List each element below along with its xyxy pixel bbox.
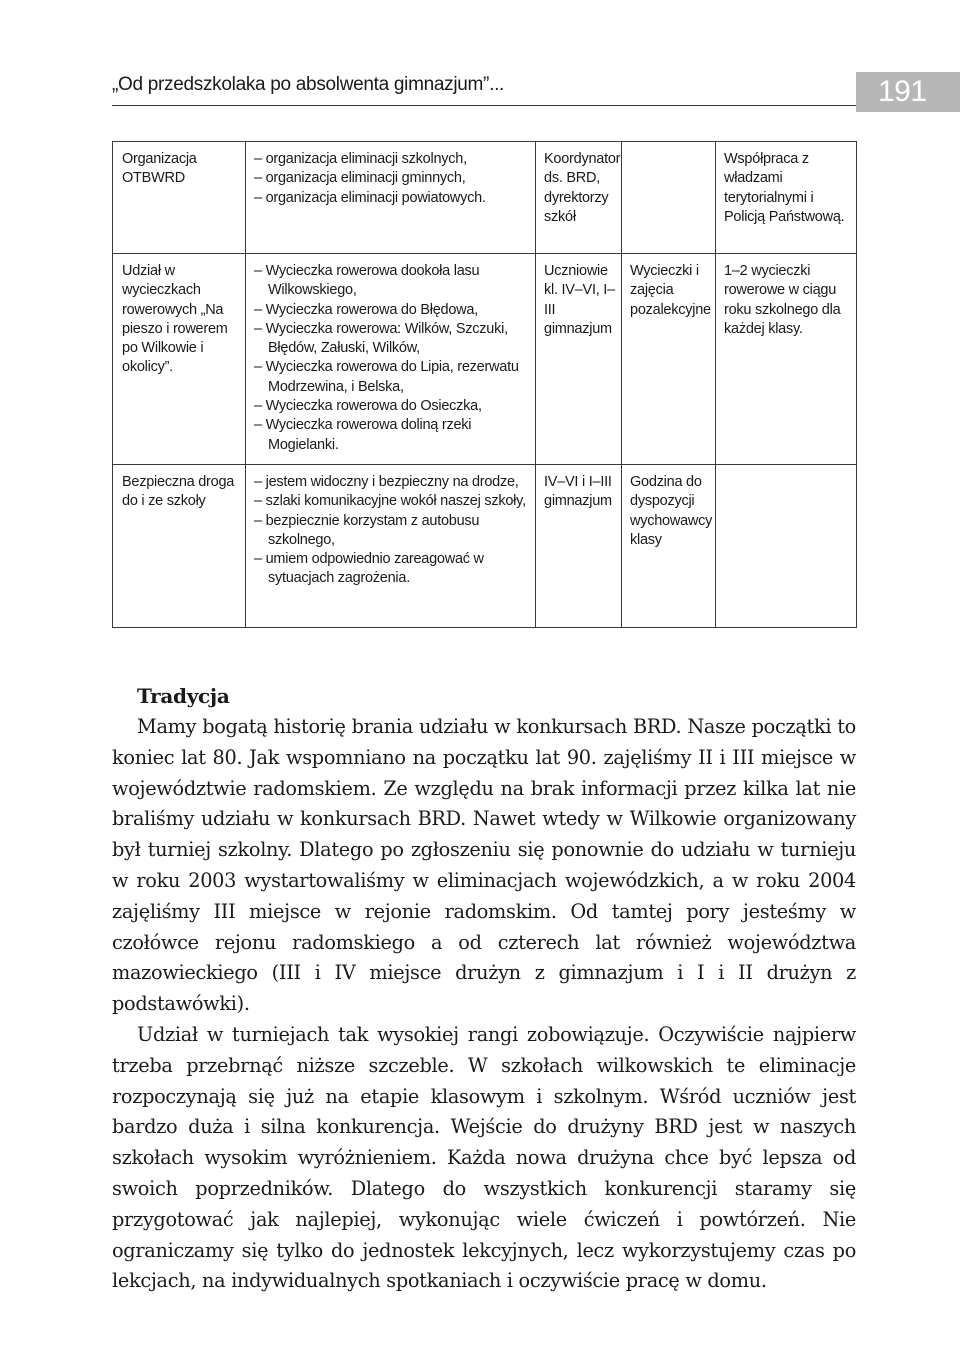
activity-name-cell: Organizacja OTBWRD bbox=[113, 142, 246, 254]
paragraph-1: Mamy bogatą historię brania udziału w konkursach BRD. Nasze początki to koniec lat 80. Jak wspomniano na początku lat 90. zajęliśmy II i III miejsce w województwie radomskiem. Ze względu na brak informacji przez kilka lat nie braliśmy udziału w konkursach BRD. Nawet wtedy w Wilkowie organizowany był turniej szkolny. Dlatego po zgłoszeniu się ponownie do udziału w turnieju w roku 2003 wystartowaliśmy w eliminacjach wojewódzkich, a w roku 2004 zajęliśmy III miejsce w rejonie radomskim. Od tamtej pory jesteśmy w czołówce rejonu radomskiego a od czterech lat również województwa mazowieckiego (III i IV miejsce drużyn z gimnazjum i I i II drużyn z podstawówki). bbox=[112, 715, 856, 1016]
responsible-cell: Koordynator ds. BRD, dyrektorzy szkół bbox=[536, 142, 622, 254]
notes-cell bbox=[716, 465, 857, 628]
table-row bbox=[113, 465, 857, 628]
task-item: – organizacja eliminacji powiatowych. bbox=[254, 189, 486, 206]
form-cell: Godzina do dyspozycji wychowawcy klasy bbox=[622, 465, 716, 628]
task-item: – Wycieczka rowerowa: Wilków, Szczuki, Błędów, Załuski, Wilków, bbox=[254, 320, 508, 357]
form-cell bbox=[622, 142, 716, 254]
activity-table bbox=[112, 141, 857, 628]
task-item: – szlaki komunikacyjne wokół naszej szkoły, bbox=[254, 493, 526, 510]
form-cell: Wycieczki i zajęcia pozalekcyjne bbox=[622, 254, 716, 465]
activity-name-cell: Bezpieczna droga do i ze szkoły bbox=[113, 465, 246, 628]
task-item: – organizacja eliminacji szkolnych, bbox=[254, 151, 467, 167]
task-item: – umiem odpowiednio zareagować w sytuacjach zagrożenia. bbox=[254, 551, 484, 587]
responsible-cell: IV–VI i I–III gimnazjum bbox=[536, 465, 622, 628]
notes-cell: 1–2 wycieczki rowerowe w ciągu roku szkolnego dla każdej klasy. bbox=[716, 254, 857, 465]
task-item: – bezpiecznie korzystam z autobusu szkolnego, bbox=[254, 512, 480, 548]
activity-name-cell: Udział w wycieczkach rowerowych „Na pieszo i rowerem po Wilkowie i okolicy”. bbox=[113, 254, 246, 465]
task-item: – Wycieczka rowerowa dookoła lasu Wilkowskiego, bbox=[254, 263, 480, 299]
table-row bbox=[113, 254, 857, 465]
task-item: – Wycieczka rowerowa do Błędowa, bbox=[254, 301, 478, 318]
tasks-cell bbox=[246, 142, 536, 254]
page-number: 191 bbox=[856, 72, 960, 112]
table-row bbox=[113, 142, 857, 254]
running-header-title: „Od przedszkolaka po absolwenta gimnazjum”... bbox=[112, 74, 505, 95]
task-item: – Wycieczka rowerowa do Lipia, rezerwatu Modrzewina, i Belska, bbox=[254, 359, 519, 395]
task-item: – jestem widoczny i bezpieczny na drodze, bbox=[254, 474, 519, 490]
task-item: – organizacja eliminacji gminnych, bbox=[254, 170, 466, 187]
paragraph-2: Udział w turniejach tak wysokiej rangi zobowiązuje. Oczywiście najpierw trzeba przebrnąć niższe szczeble. W szkołach wilkowskich te eliminacje rozpoczynają się już na etapie klasowym i szkolnym. Wśród uczniów jest bardzo duża i silna konkurencja. Wejście do drużyny BRD jest w naszych szkołach wysokim wyróżnieniem. Każda nowa drużyna chce być lepsza od swoich poprzedników. Dlatego do wszystkich konkurencji staramy się przygotować jak najlepiej, wykonując wiele ćwiczeń i powtórzeń. Nie ograniczamy się tylko do jednostek lekcyjnych, lecz wykorzystujemy czas po lekcjach, na indywidualnych spotkaniach i oczywiście pracę w domu. bbox=[112, 1022, 856, 1293]
notes-cell: Współpraca z władzami terytorialnymi i Policją Państwową. bbox=[716, 142, 857, 254]
section-tradycja bbox=[112, 680, 856, 1297]
task-item: – Wycieczka rowerowa do Osieczka, bbox=[254, 398, 482, 415]
tasks-cell bbox=[246, 465, 536, 628]
running-header bbox=[112, 72, 857, 106]
section-heading: Tradycja bbox=[137, 684, 230, 708]
task-item: – Wycieczka rowerowa doliną rzeki Mogielanki. bbox=[254, 417, 472, 453]
tasks-cell bbox=[246, 254, 536, 465]
responsible-cell: Uczniowie kl. IV–VI, I–III gimnazjum bbox=[536, 254, 622, 465]
